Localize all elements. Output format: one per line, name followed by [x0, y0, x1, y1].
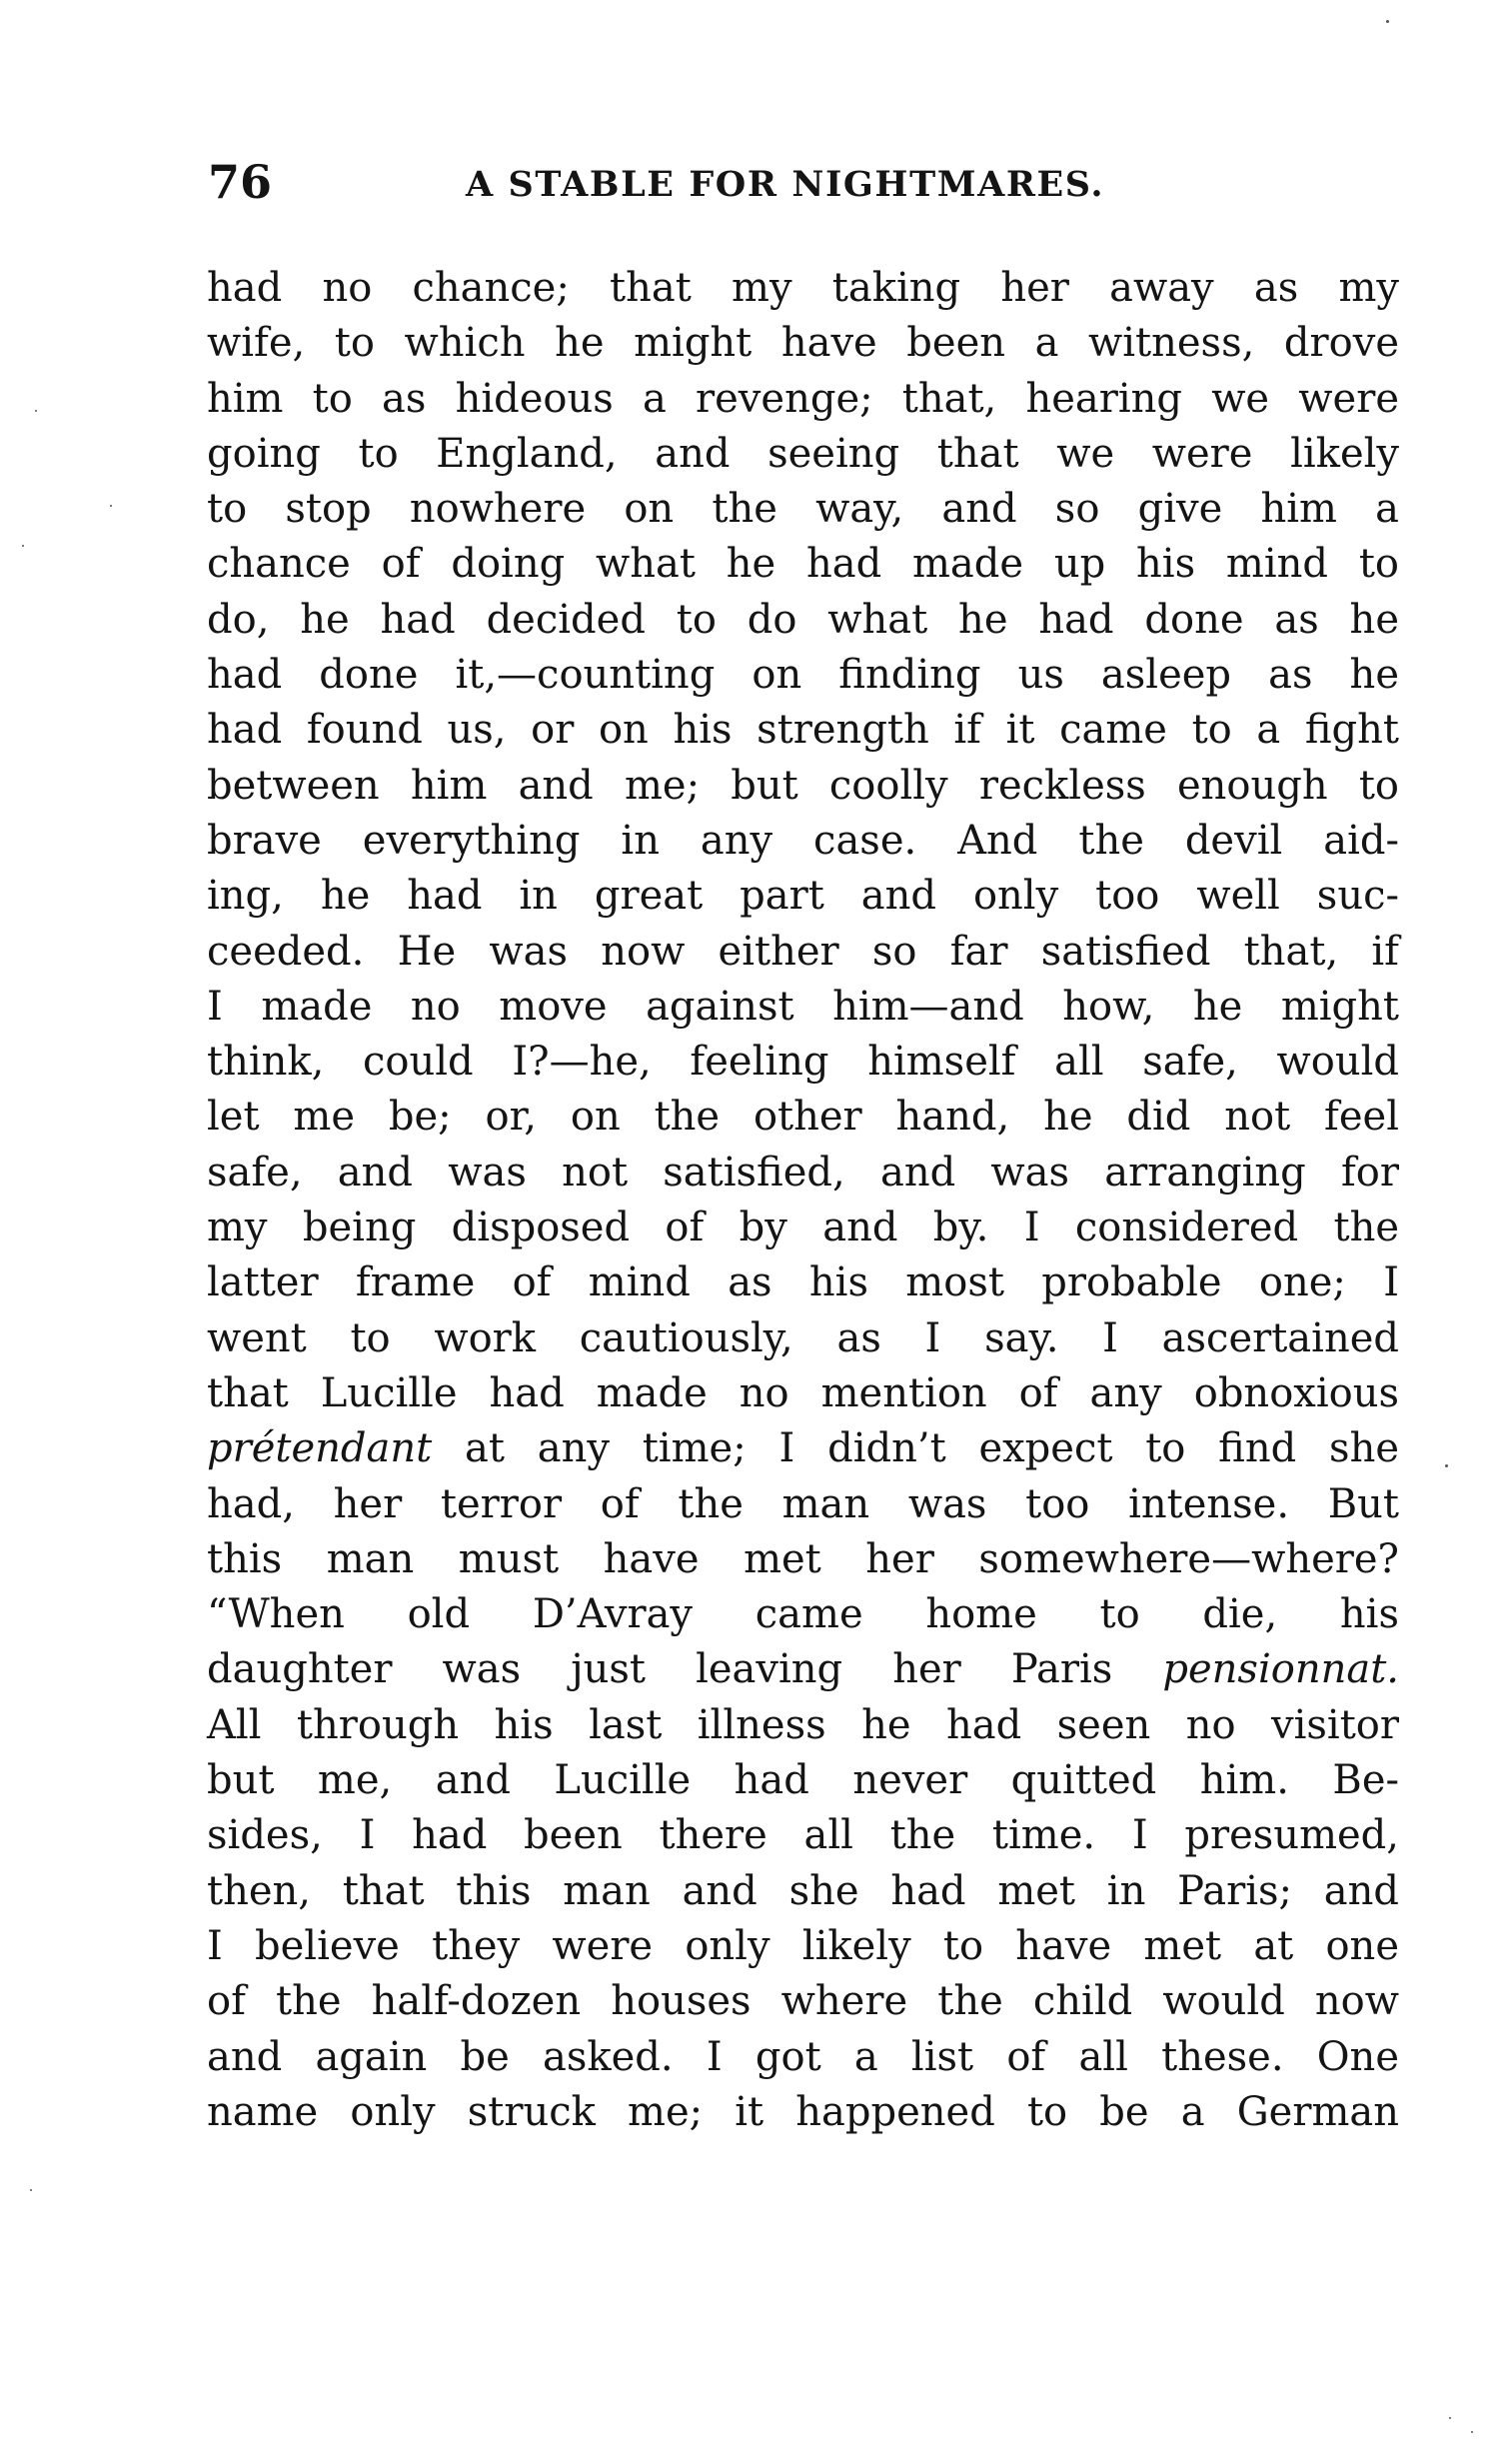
italic-word: pensionnat. — [1162, 1646, 1399, 1693]
text-line: my being disposed of by and by. I considered the — [207, 1205, 1399, 1251]
text-line: I believe they were only likely to have met at one — [207, 1922, 1399, 1969]
paper-speck — [1386, 20, 1389, 23]
paper-speck — [1471, 2431, 1473, 2433]
text-line: and again be asked. I got a list of all these. One — [207, 2033, 1399, 2080]
text-line: All through his last illness he had seen no visitor — [207, 1701, 1399, 1748]
text-line: “When old D’Avray came home to die, his — [207, 1591, 1399, 1638]
text-line: do, he had decided to do what he had done as he — [207, 596, 1399, 643]
text-line: had found us, or on his strength if it came to a fight — [207, 707, 1399, 754]
text-span: daughter was just leaving her Paris — [207, 1646, 1163, 1693]
text-line — [207, 1421, 1399, 1476]
text-line: that Lucille had made no mention of any obnoxious — [207, 1369, 1399, 1416]
text-line: had no chance; that my taking her away as my — [207, 265, 1399, 311]
paper-speck — [1449, 2417, 1451, 2419]
text-line: ceeded. He was now either so far satisfied that, if — [207, 928, 1399, 975]
text-line: him to as hideous a revenge; that, hearing we were — [207, 375, 1399, 422]
text-line: think, could I?—he, feeling himself all safe, would — [207, 1039, 1399, 1086]
page-number: 76 — [208, 155, 273, 209]
paper-speck — [1445, 1464, 1448, 1467]
text-line: but me, and Lucille had never quitted him. Be- — [207, 1757, 1399, 1804]
body-text — [207, 261, 1399, 2140]
paper-speck — [22, 545, 24, 547]
text-line: name only struck me; it happened to be a German — [207, 2088, 1399, 2135]
text-line: going to England, and seeing that we were likely — [207, 430, 1399, 477]
text-line: of the half-dozen houses where the child would now — [207, 1978, 1399, 2025]
paper-speck — [30, 2189, 32, 2191]
text-line: this man must have met her somewhere—where? — [207, 1535, 1399, 1582]
text-line: wife, to which he might have been a witness, drove — [207, 320, 1399, 367]
paper-speck — [35, 410, 37, 412]
text-line: latter frame of mind as his most probable one; I — [207, 1259, 1399, 1306]
text-line: ing, he had in great part and only too well suc- — [207, 873, 1399, 920]
text-line: between him and me; but coolly reckless enough to — [207, 762, 1399, 809]
running-head — [208, 152, 1397, 212]
italic-word: prétendant — [207, 1425, 433, 1472]
running-title: A STABLE FOR NIGHTMARES. — [466, 164, 1105, 205]
text-line: sides, I had been there all the time. I presumed, — [207, 1812, 1399, 1859]
text-line: I made no move against him—and how, he might — [207, 983, 1399, 1030]
text-line: went to work cautiously, as I say. I ascertained — [207, 1314, 1399, 1361]
paper-speck — [110, 505, 112, 507]
text-line: chance of doing what he had made up his mind to — [207, 541, 1399, 588]
text-line: brave everything in any case. And the devil aid- — [207, 817, 1399, 864]
text-line: to stop nowhere on the way, and so give him a — [207, 486, 1399, 533]
text-span: at any time; I didn’t expect to find she — [432, 1425, 1399, 1472]
text-line: then, that this man and she had met in Paris; and — [207, 1867, 1399, 1914]
text-line: let me be; or, on the other hand, he did not feel — [207, 1094, 1399, 1141]
text-line: had done it,—counting on finding us asleep as he — [207, 652, 1399, 699]
text-line — [207, 1642, 1399, 1697]
text-line: had, her terror of the man was too intense. But — [207, 1480, 1399, 1527]
text-line: safe, and was not satisfied, and was arranging for — [207, 1149, 1399, 1196]
